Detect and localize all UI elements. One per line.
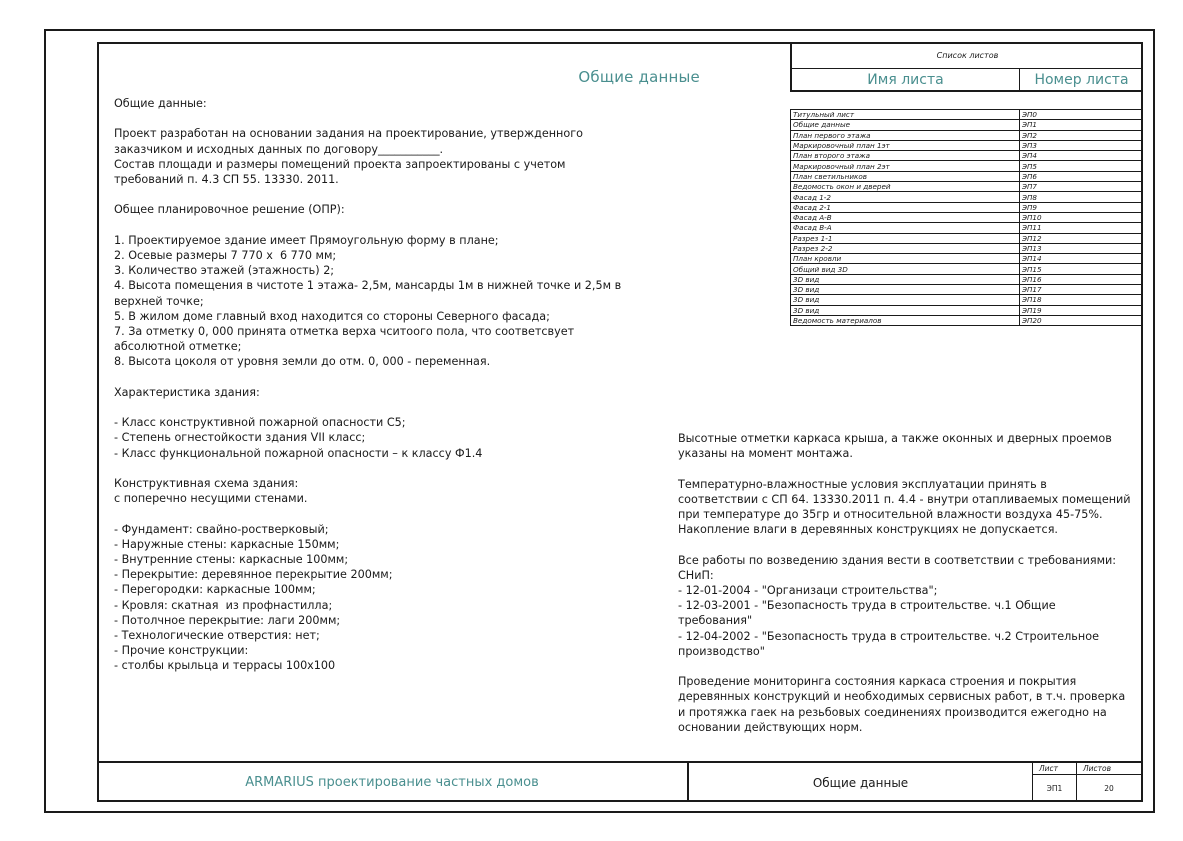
sheet-row [791, 243, 1143, 253]
blank-line [114, 187, 674, 202]
text-line: Общие данные: [114, 97, 207, 110]
text-line: требований п. 4.3 СП 55. 13330. 2011. [114, 173, 339, 186]
blank-line [114, 370, 674, 385]
text-line: Характеристика здания: [114, 385, 260, 399]
sheet-row [791, 233, 1143, 243]
general-notes-right [678, 431, 1138, 735]
text-line: производство" [678, 644, 765, 658]
sheet-number: ЭП7 [1020, 182, 1143, 192]
text-line: - 12-03-2001 - "Безопасность труда в строительстве. ч.1 Общие [678, 599, 1056, 613]
text-line: 4. Высота помещения в чистоте 1 этажа- 2,5м, мансарды 1м в нижней точке и 2,5м в [114, 279, 622, 293]
text-line: 8. Высота цоколя от уровня земли до отм. 0, 000 - переменная. [114, 355, 491, 369]
sheet-name: План кровли [791, 254, 1020, 264]
sheet-name: Титульный лист [791, 110, 1020, 120]
sheet-name: План светильников [791, 171, 1020, 181]
sheet-title: Общие данные [689, 763, 1033, 802]
text-line: при температуре до 35гр и относительной влажности воздуха 45-75%. [678, 508, 1103, 521]
sheet-name: Общий вид 3D [791, 264, 1020, 274]
blank-line [114, 461, 674, 476]
text-line: Конструктивная схема здания: [114, 476, 299, 490]
text-line: верхней точке; [114, 294, 204, 308]
sheet-number: ЭП18 [1020, 295, 1143, 305]
text-line: и протяжка гаек на резьбовых соединениях производится ежегодно на [678, 705, 1107, 719]
text-line: Температурно-влажностные условия эксплуатации принять в [678, 477, 1047, 491]
text-line: основании действующих норм. [678, 720, 863, 734]
text-line: Высотные отметки каркаса крыша, а также оконных и дверных проемов [678, 432, 1112, 445]
text-line: Накопление влаги в деревянных конструкциях не допускается. [678, 523, 1058, 537]
text-line: деревянных конструкций и необходимых сервисных работ, в т.ч. проверка [678, 690, 1126, 704]
text-line: Состав площади и размеры помещений проекта запроектированы с учетом [114, 157, 566, 171]
text-line: - Класс конструктивной пожарной опасности С5; [114, 416, 406, 430]
text-line: СНиП: [678, 568, 714, 582]
sheet-name: План второго этажа [791, 151, 1020, 161]
blank-line [678, 461, 1138, 476]
text-line: - Потолчное перекрытие: лаги 200мм; [114, 613, 341, 627]
sheet-number: ЭП6 [1020, 171, 1143, 181]
text-line: - Перегородки: каркасные 100мм; [114, 583, 316, 597]
sheet-number: ЭП3 [1020, 140, 1143, 150]
blank-line [114, 111, 674, 126]
text-line: Общее планировочное решение (ОПР): [114, 203, 345, 217]
sheet-name: Разрез 2-2 [791, 243, 1020, 253]
sheet-row [791, 110, 1143, 120]
sheet-name: 3D вид [791, 285, 1020, 295]
text-line: Проведение мониторинга состояния каркаса строения и покрытия [678, 675, 1077, 689]
text-line: соответствии с СП 64. 13330.2011 п. 4.4 - внутри отапливаемых помещений [678, 492, 1131, 506]
sheet-number: ЭП9 [1020, 202, 1143, 212]
sheet-number: ЭП20 [1020, 315, 1143, 325]
text-line: 5. В жилом доме главный вход находится со стороны Северного фасада; [114, 309, 550, 323]
sheet-row [791, 151, 1143, 161]
blank-line [114, 218, 674, 233]
text-line: указаны на момент монтажа. [678, 447, 853, 461]
sheet-number: ЭП12 [1020, 233, 1143, 243]
sheet-row [791, 274, 1143, 284]
sheet-name: Ведомость окон и дверей [791, 182, 1020, 192]
text-line: - Перекрытие: деревянное перекрытие 200мм; [114, 568, 393, 582]
sheet-number: ЭП0 [1020, 110, 1143, 120]
blank-line [114, 400, 674, 415]
text-line: 3. Количество этажей (этажность) 2; [114, 264, 335, 278]
sheet-row [791, 182, 1143, 192]
title-block [97, 761, 1143, 802]
text-line: - Класс функциональной пожарной опасности – к классу Ф1.4 [114, 446, 483, 460]
sheet-list-caption: Список листов [792, 42, 1143, 69]
sheet-row [791, 295, 1143, 305]
sheet-row [791, 254, 1143, 264]
sheets-count: 20 [1104, 784, 1114, 793]
sheet-name: 3D вид [791, 274, 1020, 284]
sheet-row [791, 202, 1143, 212]
text-line: 1. Проектируемое здание имеет Прямоугольную форму в плане; [114, 233, 499, 247]
column-header-sheet-number: Номер листа [1034, 72, 1129, 88]
text-line: - Кровля: скатная из профнастилла; [114, 598, 333, 612]
sheet-row [791, 171, 1143, 181]
text-line: - столбы крыльца и террасы 100х100 [114, 659, 336, 673]
text-line: требования" [678, 614, 753, 628]
text-line: 2. Осевые размеры 7 770 х 6 770 мм; [114, 248, 337, 262]
sheet-number: ЭП13 [1020, 243, 1143, 253]
sheet-name: Ведомость материалов [791, 315, 1020, 325]
sheet-number: ЭП19 [1020, 305, 1143, 315]
general-notes-left [114, 96, 674, 674]
blank-line [678, 659, 1138, 674]
sheet-list-header [790, 42, 1143, 92]
sheet-row [791, 130, 1143, 140]
sheet-name: Фасад В-А [791, 223, 1020, 233]
text-line: - Наружные стены: каркасные 150мм; [114, 537, 340, 551]
text-line: - Внутренние стены: каркасные 100мм; [114, 552, 349, 566]
text-line: - 12-04-2002 - "Безопасность труда в строительстве. ч.2 Строительное [678, 629, 1099, 643]
text-line: - Технологические отверстия: нет; [114, 629, 320, 642]
sheet-name: Общие данные [791, 120, 1020, 130]
sheet-name: Маркировочный план 1эт [791, 140, 1020, 150]
blank-line [678, 537, 1138, 552]
text-line: с поперечно несущими стенами. [114, 492, 308, 506]
text-line: Проект разработан на основании задания на проектирование, утвержденного [114, 127, 583, 141]
sheet-number: ЭП15 [1020, 264, 1143, 274]
text-line: заказчиком и исходных данных по договору___________. [114, 142, 444, 156]
company-name: ARMARIUS проектирование частных домов [97, 763, 689, 802]
text-line: 7. За отметку 0, 000 принята отметка верха чситоого пола, что соответсвует [114, 325, 575, 338]
sheet-row [791, 264, 1143, 274]
text-line: абсолютной отметке; [114, 340, 242, 354]
sheet-name: Фасад 2-1 [791, 202, 1020, 212]
sheet-row [791, 192, 1143, 202]
column-header-sheet-name: Имя листа [792, 69, 1020, 91]
text-line: - Фундамент: свайно-ростверковый; [114, 522, 329, 536]
sheet-number: ЭП14 [1020, 254, 1143, 264]
text-line: Все работы по возведению здания вести в соответствии с требованиями: [678, 553, 1117, 567]
text-line: - Прочие конструкции: [114, 644, 249, 658]
sheet-number: ЭП17 [1020, 285, 1143, 295]
sheet-row [791, 120, 1143, 130]
sheet-number: ЭП5 [1020, 161, 1143, 171]
sheet-number: ЭП4 [1020, 151, 1143, 161]
sheet-row [791, 285, 1143, 295]
text-line: - Степень огнестойкости здания VII класс; [114, 431, 366, 445]
sheet-number: ЭП16 [1020, 274, 1143, 284]
sheet-row [791, 315, 1143, 325]
sheet-row [791, 161, 1143, 171]
sheet-label: Лист [1033, 763, 1077, 775]
sheet-name: Фасад А-В [791, 212, 1020, 222]
sheets-count-label: Листов [1077, 763, 1141, 775]
sheet-list-table [790, 109, 1143, 326]
sheet-number: ЭП11 [1020, 223, 1143, 233]
sheet-name: План первого этажа [791, 130, 1020, 140]
sheet-name: Маркировочный план 2эт [791, 161, 1020, 171]
sheet-number: ЭП1 [1020, 120, 1143, 130]
page-title: Общие данные [578, 68, 700, 86]
sheet-name: Разрез 1-1 [791, 233, 1020, 243]
sheet-name: 3D вид [791, 305, 1020, 315]
sheet-row [791, 140, 1143, 150]
sheet-number: ЭП2 [1020, 130, 1143, 140]
sheet-name: Фасад 1-2 [791, 192, 1020, 202]
text-line: - 12-01-2004 - "Организаци строительства"; [678, 584, 938, 597]
sheet-number: ЭП1 [1033, 775, 1077, 802]
sheet-number: ЭП10 [1020, 212, 1143, 222]
sheet-row [791, 223, 1143, 233]
sheet-name: 3D вид [791, 295, 1020, 305]
sheet-row [791, 212, 1143, 222]
sheet-row [791, 305, 1143, 315]
sheet-number: ЭП8 [1020, 192, 1143, 202]
blank-line [114, 506, 674, 521]
